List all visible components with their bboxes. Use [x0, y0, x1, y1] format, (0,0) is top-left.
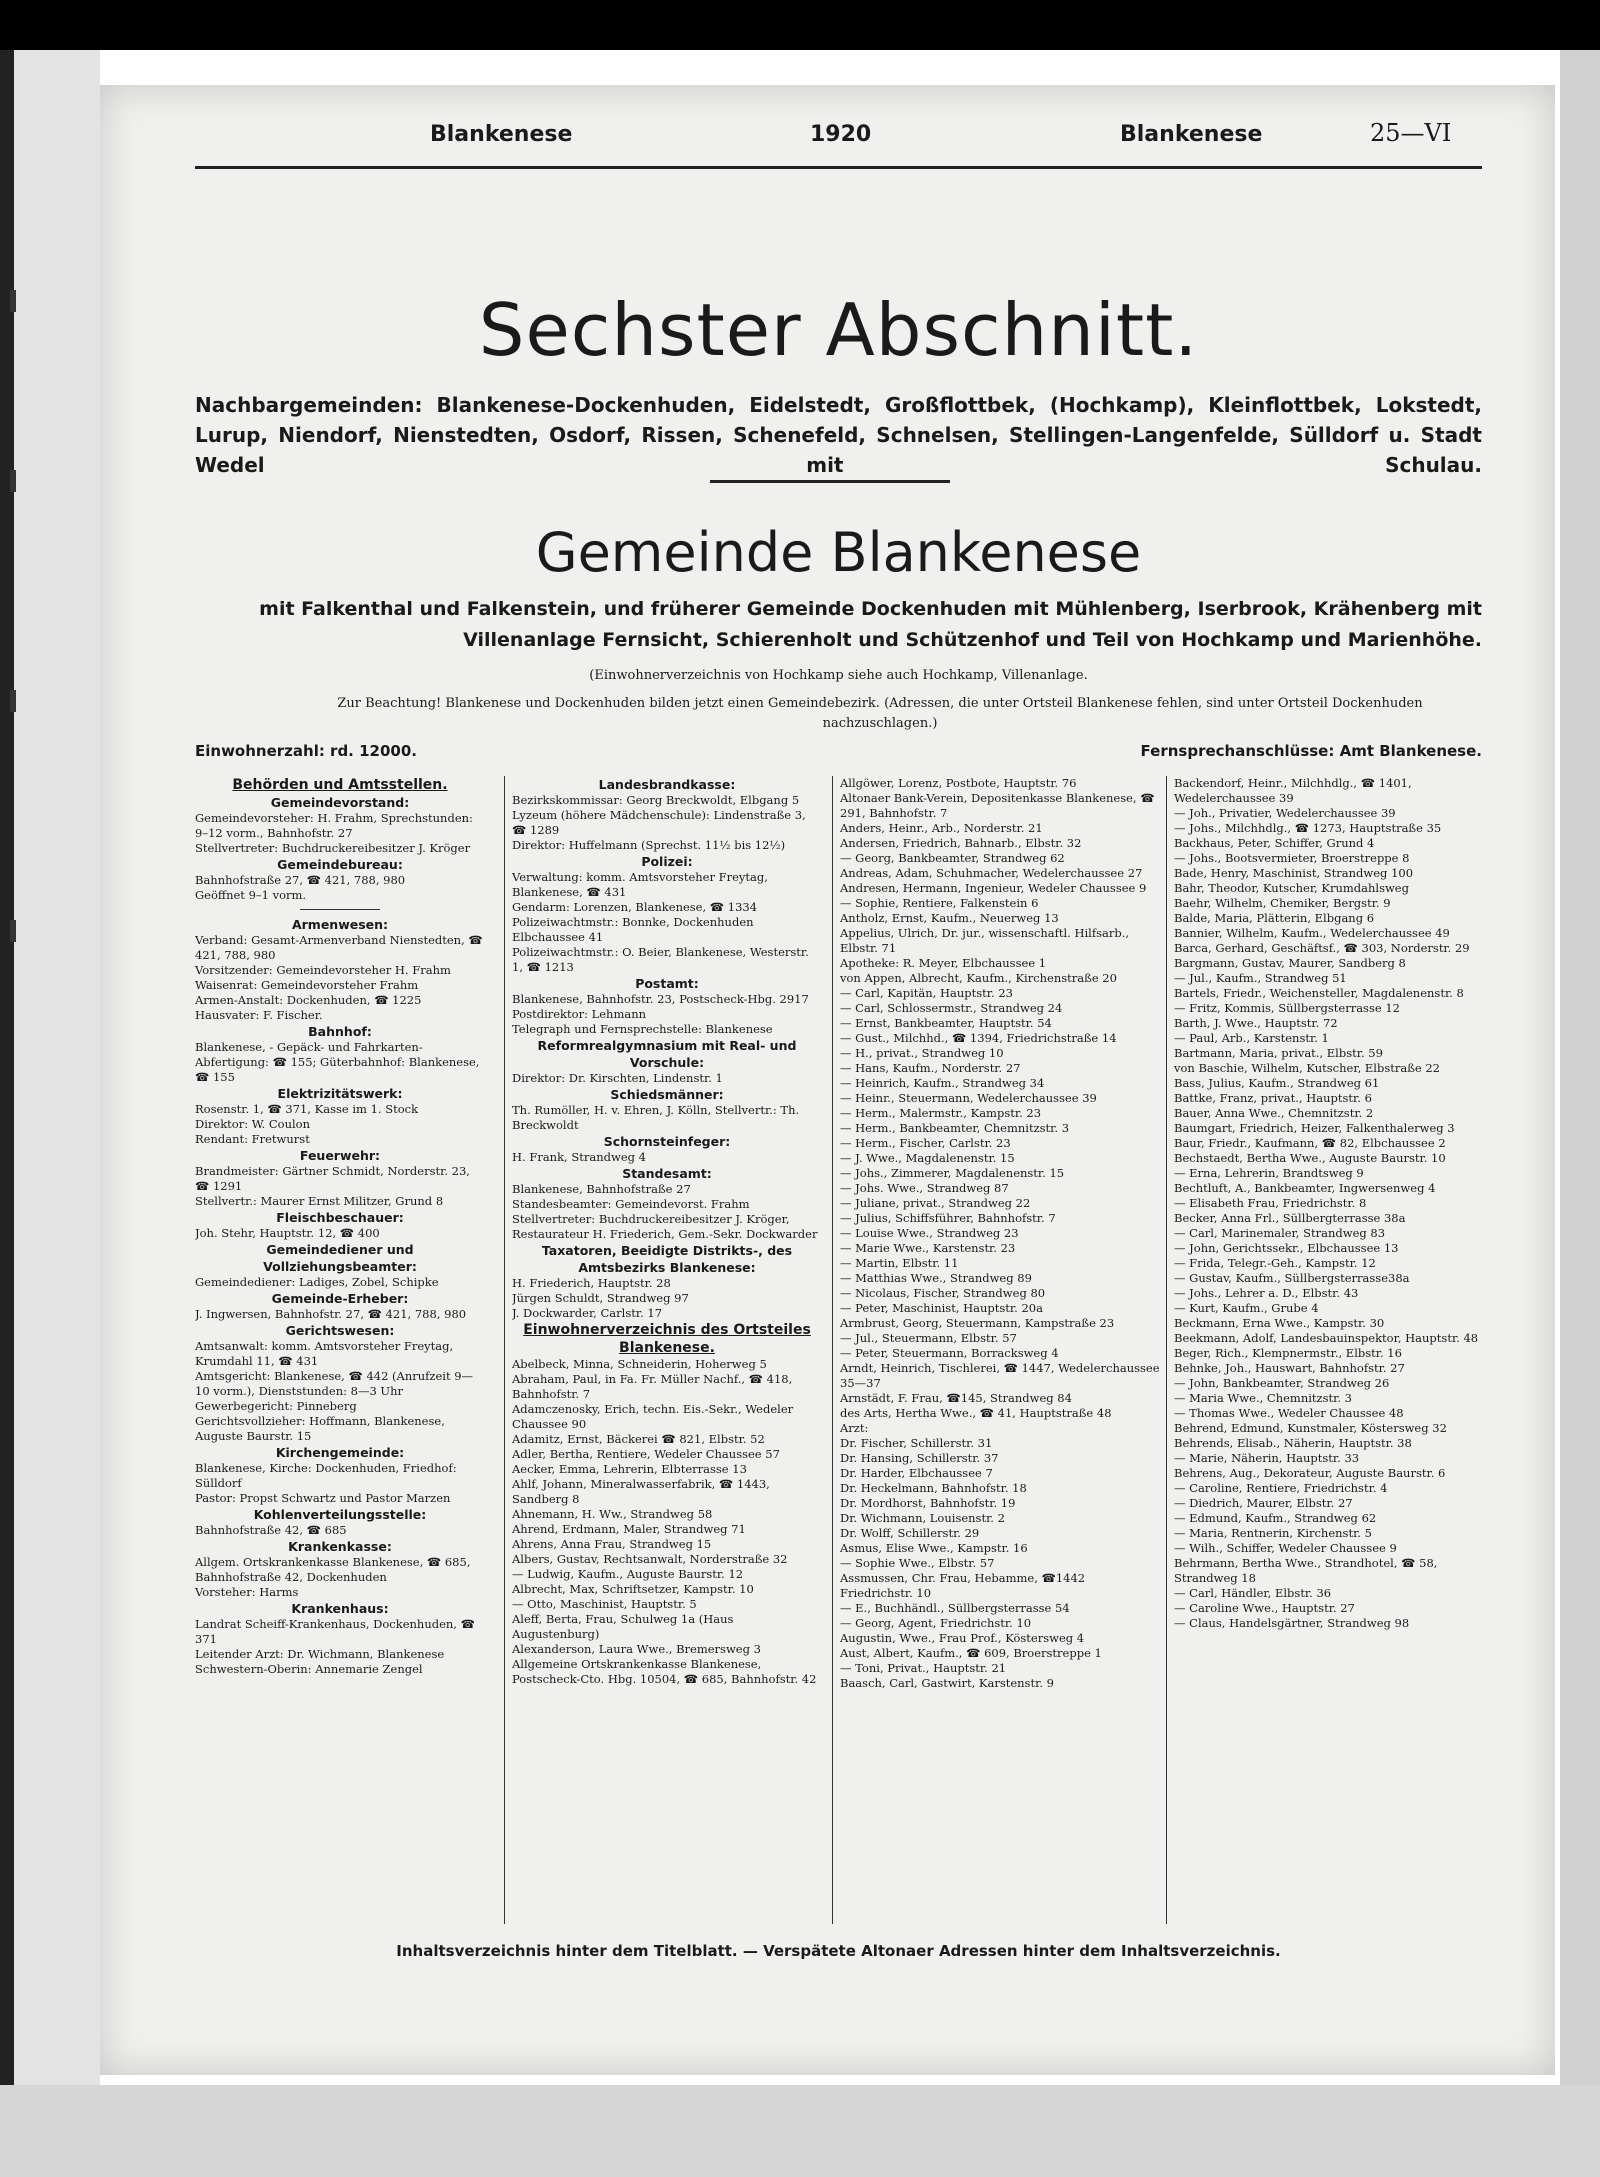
directory-entry: des Arts, Hertha Wwe., ☎ 41, Hauptstraße 48: [840, 1406, 1112, 1420]
directory-entry: Behrends, Elisab., Näherin, Hauptstr. 38: [1174, 1436, 1412, 1450]
directory-entry: Polizeiwachtmstr.: Bonnke, Dockenhuden Elbchaussee 41: [512, 915, 754, 944]
directory-entry: Baehr, Wilhelm, Chemiker, Bergstr. 9: [1174, 896, 1391, 910]
section-heading: Fleischbeschauer:: [276, 1210, 404, 1225]
section-heading: Polizei:: [641, 854, 693, 869]
section-heading: Elektrizitätswerk:: [277, 1086, 403, 1101]
directory-entry: Appelius, Ulrich, Dr. jur., wissenschaftl. Hilfsarb., Elbstr. 71: [840, 926, 1130, 955]
directory-entry: Geöffnet 9–1 vorm.: [195, 888, 307, 902]
directory-entry: Beekmann, Adolf, Landesbauinspektor, Hauptstr. 48: [1174, 1331, 1479, 1345]
directory-entry: Abelbeck, Minna, Schneiderin, Hoherweg 5: [512, 1357, 767, 1371]
directory-entry: — Johs., Lehrer a. D., Elbstr. 43: [1174, 1286, 1359, 1300]
directory-entry: Leitender Arzt: Dr. Wichmann, Blankenese: [195, 1647, 445, 1661]
directory-entry: — Gustav, Kaufm., Süllbergsterrasse38a: [1174, 1271, 1410, 1285]
directory-entry: Blankenese, Bahnhofstraße 27: [512, 1182, 691, 1196]
directory-entry: Apotheke: R. Meyer, Elbchaussee 1: [840, 956, 1047, 970]
directory-entry: — Kurt, Kaufm., Grube 4: [1174, 1301, 1319, 1315]
beachtung-note: Zur Beachtung! Blankenese und Dockenhuden bilden jetzt einen Gemeindebezirk. (Adressen, die unter Ortsteil Blankenese fehlen, sind unter Ortsteil Dockenhuden nachzuschlagen.): [337, 696, 1423, 731]
directory-entry: Becker, Anna Frl., Süllbergterrasse 38a: [1174, 1211, 1406, 1225]
directory-entry: Battke, Franz, privat., Hauptstr. 6: [1174, 1091, 1372, 1105]
directory-entry: Antholz, Ernst, Kaufm., Neuerweg 13: [840, 911, 1059, 925]
directory-entry: Lyzeum (höhere Mädchenschule): Lindenstraße 3, ☎ 1289: [512, 808, 806, 837]
directory-entry: Gemeindevorsteher: H. Frahm, Sprechstunden: 9–12 vorm., Bahnhofstr. 27: [195, 811, 473, 840]
directory-entry: Pastor: Propst Schwartz und Pastor Marzen: [195, 1491, 451, 1505]
directory-entry: — Ludwig, Kaufm., Auguste Baurstr. 12: [512, 1567, 744, 1581]
directory-entry: — John, Bankbeamter, Strandweg 26: [1174, 1376, 1390, 1390]
directory-entry: Andresen, Hermann, Ingenieur, Wedeler Chaussee 9: [840, 881, 1147, 895]
directory-entry: — Marie Wwe., Karstenstr. 23: [840, 1241, 1016, 1255]
header-left-place: Blankenese: [430, 122, 573, 147]
directory-entry: — Georg, Agent, Friedrichstr. 10: [840, 1616, 1032, 1630]
running-header: [330, 119, 1480, 152]
section-heading: Reformrealgymnasium mit Real- und Vorschule:: [537, 1038, 797, 1070]
directory-entry: Beckmann, Erna Wwe., Kampstr. 30: [1174, 1316, 1385, 1330]
directory-entry: — Peter, Steuermann, Borracksweg 4: [840, 1346, 1059, 1360]
directory-entry: — Joh., Privatier, Wedelerchaussee 39: [1174, 806, 1396, 820]
section-heading: Schornsteinfeger:: [603, 1134, 731, 1149]
directory-entry: — Carl, Händler, Elbstr. 36: [1174, 1586, 1332, 1600]
directory-entry: Bartmann, Maria, privat., Elbstr. 59: [1174, 1046, 1383, 1060]
directory-entry: Dr. Hansing, Schillerstr. 37: [840, 1451, 999, 1465]
section-heading: Einwohnerverzeichnis des Ortsteiles Blankenese.: [523, 1322, 811, 1356]
directory-entry: — Claus, Handelsgärtner, Strandweg 98: [1174, 1616, 1410, 1630]
directory-entry: — Georg, Bankbeamter, Strandweg 62: [840, 851, 1065, 865]
directory-entry: Andreas, Adam, Schuhmacher, Wedelerchaussee 27: [840, 866, 1143, 880]
directory-entry: Allgöwer, Lorenz, Postbote, Hauptstr. 76: [840, 776, 1077, 790]
section-heading: Taxatoren, Beeidigte Distrikts-, des Amtsbezirks Blankenese:: [541, 1243, 793, 1275]
scan-border-bottom: [0, 2085, 1600, 2177]
directory-entry: Allgemeine Ortskrankenkasse Blankenese, Postscheck-Cto. Hbg. 10504, ☎ 685, Bahnhofstr. 42: [512, 1657, 817, 1686]
stats-line: [195, 742, 1482, 764]
directory-entry: Aecker, Emma, Lehrerin, Elbterrasse 13: [512, 1462, 747, 1476]
directory-entry: Landrat Scheiff-Krankenhaus, Dockenhuden, ☎ 371: [195, 1617, 475, 1646]
directory-entry: — Caroline, Rentiere, Friedrichstr. 4: [1174, 1481, 1388, 1495]
directory-entry: Bade, Henry, Maschinist, Strandweg 100: [1174, 866, 1414, 880]
directory-entry: Dr. Fischer, Schillerstr. 31: [840, 1436, 993, 1450]
hochkamp-note: (Einwohnerverzeichnis von Hochkamp siehe auch Hochkamp, Villenanlage.: [589, 668, 1088, 683]
column-residents-b: [1174, 776, 1482, 1924]
directory-entry: Alexanderson, Laura Wwe., Bremersweg 3: [512, 1642, 761, 1656]
directory-entry: — Wilh., Schiffer, Wedeler Chaussee 9: [1174, 1541, 1397, 1555]
header-right-place: Blankenese: [1120, 122, 1263, 147]
scan-border-left: [0, 50, 100, 2177]
directory-entry: Dr. Wichmann, Louisenstr. 2: [840, 1511, 1005, 1525]
section-heading: Postamt:: [635, 976, 699, 991]
directory-entry: Behrens, Aug., Dekorateur, Auguste Baurstr. 6: [1174, 1466, 1446, 1480]
section-heading: Schiedsmänner:: [610, 1087, 724, 1102]
directory-entry: Bechstaedt, Bertha Wwe., Auguste Baurstr. 10: [1174, 1151, 1446, 1165]
directory-entry: Hausvater: F. Fischer.: [195, 1008, 323, 1022]
neighbour-communities: Nachbargemeinden: Blankenese-Dockenhuden, Eidelstedt, Großflottbek, (Hochkamp), Kleinflottbek, Lokstedt, Lurup, Niendorf, Nienstedten, Osdorf, Rissen, Schenefeld, Schnelsen, Stellingen-Langenfelde, Sülldorf u. Stadt Wedel mit Schulau.: [195, 393, 1482, 477]
directory-entry: — Johs., Zimmerer, Magdalenenstr. 15: [840, 1166, 1065, 1180]
directory-entry: Rendant: Fretwurst: [195, 1132, 310, 1146]
directory-entry: — Paul, Arb., Karstenstr. 1: [1174, 1031, 1329, 1045]
directory-entry: Armen-Anstalt: Dockenhuden, ☎ 1225: [195, 993, 422, 1007]
directory-entry: Bechtluft, A., Bankbeamter, Ingwersenweg 4: [1174, 1181, 1436, 1195]
section-heading: Kirchengemeinde:: [275, 1445, 405, 1460]
directory-entry: Backhaus, Peter, Schiffer, Grund 4: [1174, 836, 1375, 850]
directory-entry: — Carl, Schlossermstr., Strandweg 24: [840, 1001, 1063, 1015]
column-residents-a: [840, 776, 1160, 1924]
directory-entry: — Sophie Wwe., Elbstr. 57: [840, 1556, 995, 1570]
directory-entry: Adler, Bertha, Rentiere, Wedeler Chaussee 57: [512, 1447, 780, 1461]
directory-entry: Polizeiwachtmstr.: O. Beier, Blankenese, Westerstr. 1, ☎ 1213: [512, 945, 809, 974]
directory-entry: Verband: Gesamt-Armenverband Nienstedten, ☎ 421, 788, 980: [195, 933, 483, 962]
directory-entry: Postdirektor: Lehmann: [512, 1007, 647, 1021]
directory-entry: — Hans, Kaufm., Norderstr. 27: [840, 1061, 1021, 1075]
directory-entry: — E., Buchhändl., Süllbergsterrasse 54: [840, 1601, 1070, 1615]
section-heading: Krankenhaus:: [291, 1601, 389, 1616]
directory-entry: Brandmeister: Gärtner Schmidt, Norderstr. 23, ☎ 1291: [195, 1164, 470, 1193]
section-heading: Feuerwehr:: [299, 1148, 381, 1163]
directory-entry: — Peter, Maschinist, Hauptstr. 20a: [840, 1301, 1043, 1315]
directory-entry: — Maria Wwe., Chemnitzstr. 3: [1174, 1391, 1352, 1405]
directory-entry: Abraham, Paul, in Fa. Fr. Müller Nachf., ☎ 418, Bahnhofstr. 7: [512, 1372, 793, 1401]
directory-entry: Behnke, Joh., Hauswart, Bahnhofstr. 27: [1174, 1361, 1405, 1375]
directory-entry: Altonaer Bank-Verein, Depositenkasse Blankenese, ☎ 291, Bahnhofstr. 7: [840, 791, 1155, 820]
directory-entry: Stellvertreter: Buchdruckereibesitzer J. Kröger, Restaurateur H. Friederich, Gem.-Sekr. Dockwarder: [512, 1212, 818, 1241]
directory-entry: Arndt, Heinrich, Tischlerei, ☎ 1447, Wedelerchaussee 35—37: [840, 1361, 1160, 1390]
directory-entry: Ahnemann, H. Ww., Strandweg 58: [512, 1507, 713, 1521]
directory-entry: Bartels, Friedr., Weichensteller, Magdalenenstr. 8: [1174, 986, 1464, 1000]
directory-entry: Bauer, Anna Wwe., Chemnitzstr. 2: [1174, 1106, 1374, 1120]
directory-entry: Assmussen, Chr. Frau, Hebamme, ☎1442 Friedrichstr. 10: [840, 1571, 1086, 1600]
directory-entry: Andersen, Friedrich, Bahnarb., Elbstr. 32: [840, 836, 1082, 850]
directory-entry: — Sophie, Rentiere, Falkenstein 6: [840, 896, 1039, 910]
directory-entry: Bahnhofstraße 27, ☎ 421, 788, 980: [195, 873, 406, 887]
directory-entry: von Appen, Albrecht, Kaufm., Kirchenstraße 20: [840, 971, 1117, 985]
municipality-subtitle: mit Falkenthal und Falkenstein, und früherer Gemeinde Dockenhuden mit Mühlenberg, Iserbrook, Krähenberg mit Villenanlage Fernsicht, Schierenholt und Schützenhof und Teil von Hochkamp und Marienhöhe.: [259, 598, 1482, 651]
directory-entry: Jürgen Schuldt, Strandweg 97: [512, 1291, 689, 1305]
directory-entry: Gerichtsvollzieher: Hoffmann, Blankenese, Auguste Baurstr. 15: [195, 1414, 445, 1443]
directory-entry: Gendarm: Lorenzen, Blankenese, ☎ 1334: [512, 900, 758, 914]
directory-entry: Direktor: Huffelmann (Sprechst. 11½ bis 12½): [512, 838, 786, 852]
section-heading: Standesamt:: [622, 1166, 712, 1181]
directory-entry: — Julius, Schiffsführer, Bahnhofstr. 7: [840, 1211, 1056, 1225]
directory-entry: Bahr, Theodor, Kutscher, Krumdahlsweg: [1174, 881, 1409, 895]
directory-entry: Behrmann, Bertha Wwe., Strandhotel, ☎ 58, Strandweg 18: [1174, 1556, 1438, 1585]
directory-entry: — Johs., Bootsvermieter, Broerstreppe 8: [1174, 851, 1410, 865]
directory-entry: Arzt:: [840, 1421, 869, 1435]
column-divider: [504, 776, 505, 1924]
directory-entry: Beger, Rich., Klempnermstr., Elbstr. 16: [1174, 1346, 1402, 1360]
directory-entry: Telegraph und Fernsprechstelle: Blankenese: [512, 1022, 773, 1036]
header-page-number: 25—VI: [1370, 119, 1452, 147]
directory-entry: Standesbeamter: Gemeindevorst. Frahm: [512, 1197, 750, 1211]
directory-entry: Baasch, Carl, Gastwirt, Karstenstr. 9: [840, 1676, 1054, 1690]
short-rule: [300, 909, 380, 910]
directory-entry: Albers, Gustav, Rechtsanwalt, Norderstraße 32: [512, 1552, 788, 1566]
directory-entry: Blankenese, - Gepäck- und Fahrkarten-Abfertigung: ☎ 155; Güterbahnhof: Blankenese, ☎ 155: [195, 1040, 480, 1084]
directory-entry: — Otto, Maschinist, Hauptstr. 5: [512, 1597, 697, 1611]
directory-entry: Vorsteher: Harms: [195, 1585, 299, 1599]
directory-entry: Ahrens, Anna Frau, Strandweg 15: [512, 1537, 712, 1551]
directory-entry: Bass, Julius, Kaufm., Strandweg 61: [1174, 1076, 1380, 1090]
directory-entry: — Gust., Milchhd., ☎ 1394, Friedrichstraße 14: [840, 1031, 1117, 1045]
directory-entry: Gemeindediener: Ladiges, Zobel, Schipke: [195, 1275, 439, 1289]
directory-entry: — Louise Wwe., Strandweg 23: [840, 1226, 1019, 1240]
directory-entry: — Erna, Lehrerin, Brandtsweg 9: [1174, 1166, 1364, 1180]
directory-entry: — Heinrich, Kaufm., Strandweg 34: [840, 1076, 1045, 1090]
directory-entry: — Thomas Wwe., Wedeler Chaussee 48: [1174, 1406, 1404, 1420]
directory-entry: Aust, Albert, Kaufm., ☎ 609, Broerstreppe 1: [840, 1646, 1102, 1660]
directory-entry: Blankenese, Bahnhofstr. 23, Postscheck-Hbg. 2917: [512, 992, 809, 1006]
section-heading: Armenwesen:: [291, 917, 389, 932]
directory-entry: Barca, Gerhard, Geschäftsf., ☎ 303, Norderstr. 29: [1174, 941, 1470, 955]
directory-entry: Ahrend, Erdmann, Maler, Strandweg 71: [512, 1522, 746, 1536]
scan-border-top: [0, 0, 1600, 50]
directory-entry: — Jul., Steuermann, Elbstr. 57: [840, 1331, 1017, 1345]
section-heading: Behörden und Amtsstellen.: [232, 777, 448, 793]
directory-entry: von Baschie, Wilhelm, Kutscher, Elbstraße 22: [1174, 1061, 1440, 1075]
directory-entry: — Johs., Milchhdlg., ☎ 1273, Hauptstraße 35: [1174, 821, 1442, 835]
directory-entry: Backendorf, Heinr., Milchhdlg., ☎ 1401, Wedelerchaussee 39: [1174, 776, 1412, 805]
directory-entry: — Ernst, Bankbeamter, Hauptstr. 54: [840, 1016, 1052, 1030]
directory-entry: — Elisabeth Frau, Friedrichstr. 8: [1174, 1196, 1367, 1210]
directory-entry: Adamitz, Ernst, Bäckerei ☎ 821, Elbstr. 52: [512, 1432, 765, 1446]
section-heading: Gemeindediener und Vollziehungsbeamter:: [263, 1242, 417, 1274]
directory-entry: — J. Wwe., Magdalenenstr. 15: [840, 1151, 1015, 1165]
directory-entry: — Herm., Malermstr., Kampstr. 23: [840, 1106, 1042, 1120]
directory-entry: Bargmann, Gustav, Maurer, Sandberg 8: [1174, 956, 1406, 970]
directory-entry: Allgem. Ortskrankenkasse Blankenese, ☎ 685, Bahnhofstraße 42, Dockenhuden: [195, 1555, 471, 1584]
directory-entry: Dr. Heckelmann, Bahnhofstr. 18: [840, 1481, 1027, 1495]
directory-entry: — Juliane, privat., Strandweg 22: [840, 1196, 1031, 1210]
column-offices-residents: [512, 776, 822, 1924]
section-heading: Gemeindebureau:: [277, 857, 403, 872]
directory-entry: Stellvertreter: Buchdruckereibesitzer J. Kröger: [195, 841, 471, 855]
directory-entry: — H., privat., Strandweg 10: [840, 1046, 1004, 1060]
directory-entry: — Maria, Rentnerin, Kirchenstr. 5: [1174, 1526, 1372, 1540]
directory-entry: J. Dockwarder, Carlstr. 17: [512, 1306, 663, 1320]
directory-entry: H. Frank, Strandweg 4: [512, 1150, 646, 1164]
directory-entry: — Carl, Kapitän, Hauptstr. 23: [840, 986, 1013, 1000]
section-heading: Krankenkasse:: [288, 1539, 392, 1554]
directory-entry: — Jul., Kaufm., Strandweg 51: [1174, 971, 1347, 985]
directory-entry: — Nicolaus, Fischer, Strandweg 80: [840, 1286, 1046, 1300]
directory-entry: Behrend, Edmund, Kunstmaler, Köstersweg 32: [1174, 1421, 1447, 1435]
directory-entry: Schwestern-Oberin: Annemarie Zengel: [195, 1662, 423, 1676]
section-heading: Kohlenverteilungsstelle:: [253, 1507, 427, 1522]
scan-border-right: [1560, 50, 1600, 2177]
directory-entry: Direktor: W. Coulon: [195, 1117, 310, 1131]
directory-entry: Verwaltung: komm. Amtsvorsteher Freytag, Blankenese, ☎ 431: [512, 870, 768, 899]
directory-entry: Anders, Heinr., Arb., Norderstr. 21: [840, 821, 1043, 835]
section-heading: Gerichtswesen:: [285, 1323, 395, 1338]
directory-entry: — Edmund, Kaufm., Strandweg 62: [1174, 1511, 1377, 1525]
header-year: 1920: [810, 122, 872, 147]
column-divider: [1166, 776, 1167, 1924]
directory-entry: H. Friederich, Hauptstr. 28: [512, 1276, 671, 1290]
directory-entry: Bahnhofstraße 42, ☎ 685: [195, 1523, 347, 1537]
directory-entry: — Toni, Privat., Hauptstr. 21: [840, 1661, 1007, 1675]
directory-entry: Baur, Friedr., Kaufmann, ☎ 82, Elbchaussee 2: [1174, 1136, 1446, 1150]
directory-entry: — Heinr., Steuermann, Wedelerchaussee 39: [840, 1091, 1097, 1105]
directory-entry: Balde, Maria, Plätterin, Elbgang 6: [1174, 911, 1375, 925]
directory-entry: Stellvertr.: Maurer Ernst Militzer, Grund 8: [195, 1194, 444, 1208]
directory-entry: J. Ingwersen, Bahnhofstr. 27, ☎ 421, 788, 980: [195, 1307, 467, 1321]
directory-entry: Adamczenosky, Erich, techn. Eis.-Sekr., Wedeler Chaussee 90: [512, 1402, 794, 1431]
directory-entry: Bannier, Wilhelm, Kaufm., Wedelerchaussee 49: [1174, 926, 1450, 940]
directory-entry: — Frida, Telegr.-Geh., Kampstr. 12: [1174, 1256, 1376, 1270]
directory-entry: Arnstädt, F. Frau, ☎145, Strandweg 84: [840, 1391, 1072, 1405]
directory-entry: — Caroline Wwe., Hauptstr. 27: [1174, 1601, 1355, 1615]
section-heading: Bahnhof:: [308, 1024, 372, 1039]
directory-entry: — Martin, Elbstr. 11: [840, 1256, 959, 1270]
population-count: Einwohnerzahl: rd. 12000.: [195, 742, 417, 760]
directory-entry: Gewerbegericht: Pinneberg: [195, 1399, 357, 1413]
directory-entry: Blankenese, Kirche: Dockenhuden, Friedhof: Sülldorf: [195, 1461, 457, 1490]
directory-entry: Barth, J. Wwe., Hauptstr. 72: [1174, 1016, 1338, 1030]
section-heading: Gemeinde-Erheber:: [271, 1291, 409, 1306]
directory-entry: Dr. Harder, Elbchaussee 7: [840, 1466, 993, 1480]
directory-entry: Joh. Stehr, Hauptstr. 12, ☎ 400: [195, 1226, 380, 1240]
directory-entry: Dr. Wolff, Schillerstr. 29: [840, 1526, 980, 1540]
directory-entry: Amtsgericht: Blankenese, ☎ 442 (Anrufzeit 9—10 vorm.), Dienststunden: 8—3 Uhr: [195, 1369, 474, 1398]
directory-entry: Augustin, Wwe., Frau Prof., Köstersweg 4: [840, 1631, 1085, 1645]
directory-entry: Amtsanwalt: komm. Amtsvorsteher Freytag, Krumdahl 11, ☎ 431: [195, 1339, 454, 1368]
directory-entry: Th. Rumöller, H. v. Ehren, J. Kölln, Stellvertr.: Th. Breckwoldt: [512, 1103, 800, 1132]
directory-entry: Baumgart, Friedrich, Heizer, Falkenthalerweg 3: [1174, 1121, 1455, 1135]
directory-entry: — Marie, Näherin, Hauptstr. 33: [1174, 1451, 1360, 1465]
directory-entry: Armbrust, Georg, Steuermann, Kampstraße 23: [840, 1316, 1115, 1330]
section-heading: Landesbrandkasse:: [598, 777, 736, 792]
directory-entry: Asmus, Elise Wwe., Kampstr. 16: [840, 1541, 1028, 1555]
directory-entry: — Fritz, Kommis, Süllbergsterrasse 12: [1174, 1001, 1400, 1015]
column-authorities: [195, 776, 485, 1924]
directory-entry: — Diedrich, Maurer, Elbstr. 27: [1174, 1496, 1353, 1510]
column-divider: [832, 776, 833, 1924]
footer-note: Inhaltsverzeichnis hinter dem Titelblatt. — Verspätete Altonaer Adressen hinter dem Inhaltsverzeichnis.: [396, 1942, 1281, 1960]
directory-entry: — Johs. Wwe., Strandweg 87: [840, 1181, 1009, 1195]
section-title: Sechster Abschnitt.: [478, 288, 1199, 372]
municipality-title: Gemeinde Blankenese: [535, 521, 1142, 584]
section-heading: Gemeindevorstand:: [270, 795, 410, 810]
divider-rule: [710, 480, 950, 483]
directory-entry: Albrecht, Max, Schriftsetzer, Kampstr. 10: [512, 1582, 754, 1596]
directory-entry: Ahlf, Johann, Mineralwasserfabrik, ☎ 1443, Sandberg 8: [512, 1477, 770, 1506]
directory-entry: — Herm., Bankbeamter, Chemnitzstr. 3: [840, 1121, 1070, 1135]
directory-entry: Direktor: Dr. Kirschten, Lindenstr. 1: [512, 1071, 723, 1085]
directory-entry: — John, Gerichtssekr., Elbchaussee 13: [1174, 1241, 1399, 1255]
header-rule: [195, 166, 1482, 169]
directory-entry: Dr. Mordhorst, Bahnhofstr. 19: [840, 1496, 1016, 1510]
directory-entry: Aleff, Berta, Frau, Schulweg 1a (Haus Augustenburg): [512, 1612, 734, 1641]
directory-entry: — Matthias Wwe., Strandweg 89: [840, 1271, 1032, 1285]
directory-entry: — Carl, Marinemaler, Strandweg 83: [1174, 1226, 1386, 1240]
directory-entry: Waisenrat: Gemeindevorsteher Frahm: [195, 978, 419, 992]
directory-entry: Vorsitzender: Gemeindevorsteher H. Frahm: [195, 963, 451, 977]
directory-entry: — Herm., Fischer, Carlstr. 23: [840, 1136, 1011, 1150]
directory-entry: Rosenstr. 1, ☎ 371, Kasse im 1. Stock: [195, 1102, 419, 1116]
directory-entry: Bezirkskommissar: Georg Breckwoldt, Elbgang 5: [512, 793, 800, 807]
telephone-exchange: Fernsprechanschlüsse: Amt Blankenese.: [1140, 742, 1482, 760]
